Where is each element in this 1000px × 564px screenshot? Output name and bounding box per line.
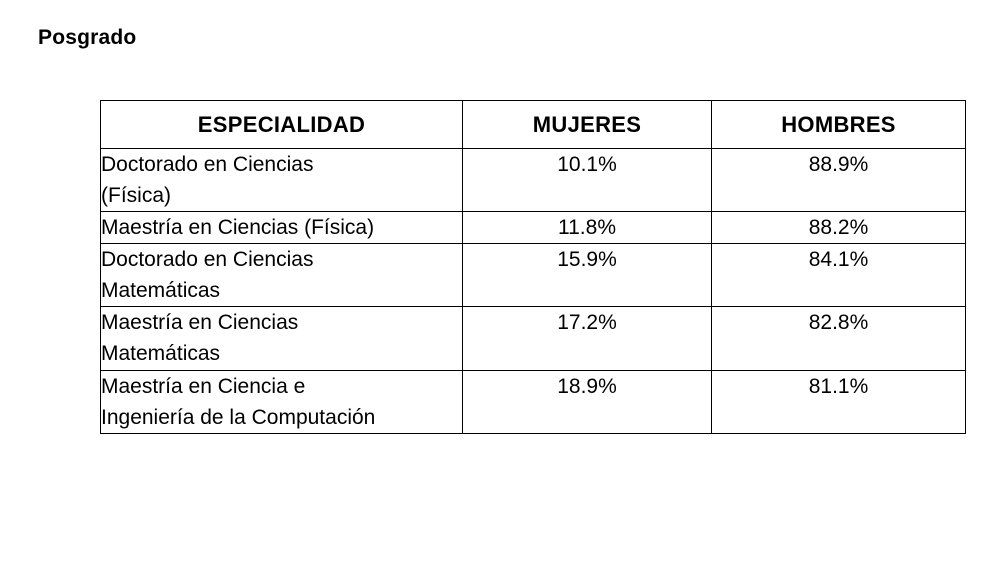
cell-mujeres: 11.8% bbox=[463, 212, 712, 244]
cell-especialidad: Maestría en Ciencias (Física) bbox=[101, 212, 463, 244]
table-row bbox=[101, 307, 966, 370]
table-row bbox=[101, 212, 966, 244]
table-body bbox=[101, 149, 966, 434]
cell-especialidad: Doctorado en Ciencias (Física) bbox=[101, 149, 463, 212]
table-header-row bbox=[101, 101, 966, 149]
cell-especialidad: Doctorado en Ciencias Matemáticas bbox=[101, 244, 463, 307]
cell-hombres: 84.1% bbox=[712, 244, 966, 307]
table-header bbox=[101, 101, 966, 149]
column-header-especialidad: ESPECIALIDAD bbox=[101, 101, 463, 149]
column-header-hombres: HOMBRES bbox=[712, 101, 966, 149]
page-title: Posgrado bbox=[38, 26, 137, 49]
cell-mujeres: 17.2% bbox=[463, 307, 712, 370]
cell-hombres: 88.9% bbox=[712, 149, 966, 212]
cell-mujeres: 18.9% bbox=[463, 370, 712, 433]
cell-especialidad: Maestría en Ciencias Matemáticas bbox=[101, 307, 463, 370]
cell-mujeres: 10.1% bbox=[463, 149, 712, 212]
cell-hombres: 82.8% bbox=[712, 307, 966, 370]
posgrado-table bbox=[100, 100, 966, 434]
column-header-mujeres: MUJERES bbox=[463, 101, 712, 149]
table-row bbox=[101, 149, 966, 212]
cell-mujeres: 15.9% bbox=[463, 244, 712, 307]
cell-hombres: 88.2% bbox=[712, 212, 966, 244]
table-row bbox=[101, 370, 966, 433]
cell-especialidad: Maestría en Ciencia e Ingeniería de la Computación bbox=[101, 370, 463, 433]
cell-hombres: 81.1% bbox=[712, 370, 966, 433]
posgrado-table-container bbox=[100, 100, 965, 434]
table-row bbox=[101, 244, 966, 307]
